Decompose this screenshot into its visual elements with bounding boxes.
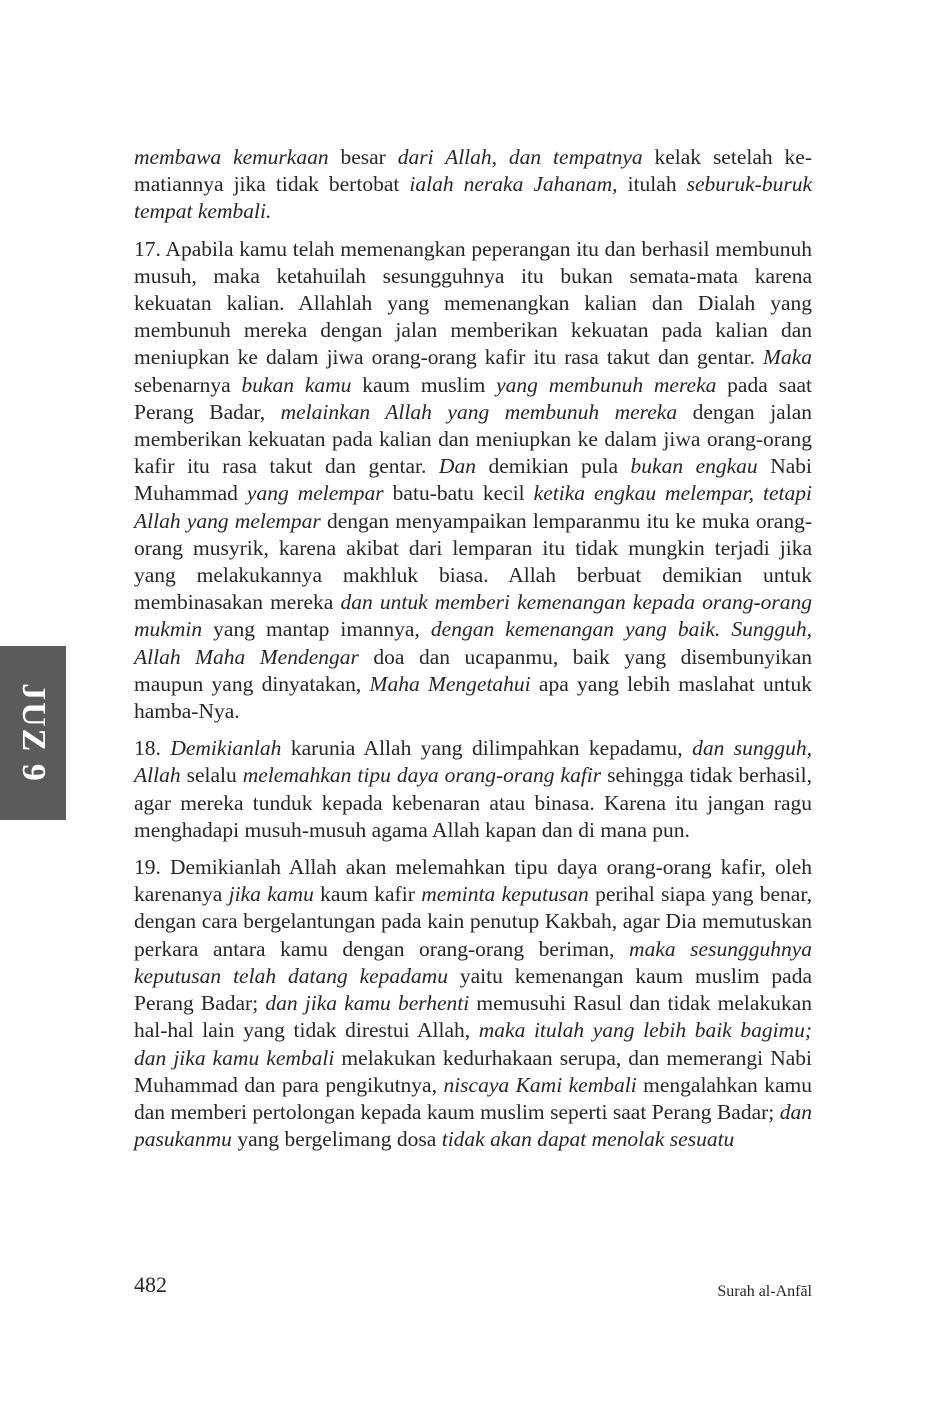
text-run: selalu bbox=[180, 763, 243, 788]
paragraph-verse-17 bbox=[134, 236, 812, 726]
text-run: pada saat Perang Badar, bbox=[134, 372, 812, 424]
juz-label: JUZ 9 bbox=[15, 683, 52, 783]
italic-text-run: melemahkan tipu daya orang-orang kafir bbox=[242, 763, 602, 788]
italic-text-run: Maha Mengetahui bbox=[369, 671, 531, 696]
text-run: 18. bbox=[134, 736, 171, 761]
italic-text-run: seburuk-buruk tempat kembali. bbox=[134, 172, 812, 224]
italic-text-run: Demikianlah bbox=[170, 736, 282, 761]
text-run: sebenarnya bbox=[134, 372, 242, 397]
text-run: besar bbox=[328, 145, 398, 169]
italic-text-run: yang membunuh mereka bbox=[496, 372, 717, 397]
text-run: yang mantap imannya, bbox=[202, 617, 431, 642]
text-run: demikian pula bbox=[475, 454, 631, 479]
text-run: itulah bbox=[617, 172, 687, 197]
text-run: dengan menyampaikan lemparanmu itu ke muka orang-orang musyrik, karena akibat dari lemparan itu tidak mungkin terjadi jika yang melakukannya makhluk biasa. Allah berbuat demikian untuk membinasakan mereka bbox=[134, 508, 812, 615]
text-run: yang bergelimang dosa bbox=[231, 1127, 442, 1152]
text-run: apa yang lebih maslahat untuk hamba-Nya. bbox=[134, 671, 812, 724]
italic-text-run: bukan engkau bbox=[630, 454, 758, 479]
italic-text-run: dan untuk memberi kemenangan kepada orang-orang mukmin bbox=[134, 590, 812, 642]
text-run: dengan jalan memberikan kekuatan pada kalian dan meniupkan ke dalam jiwa orang-orang kafir itu rasa takut dan gentar. bbox=[134, 399, 812, 479]
italic-text-run: Maka bbox=[763, 345, 812, 370]
italic-text-run: dengan kemenangan yang baik. Sungguh, Allah Maha Mendengar bbox=[134, 617, 812, 669]
text-run: sehingga tidak berhasil, agar mereka tunduk kepada kebenaran atau binasa. Karena itu jangan ragu menghadapi musuh-musuh agama Allah kapan dan di mana pun. bbox=[134, 763, 812, 842]
italic-text-run: bukan kamu bbox=[241, 372, 352, 397]
italic-text-run: maka itulah yang lebih baik bagimu; dan jika kamu kembali bbox=[134, 1018, 812, 1070]
italic-text-run: melainkan Allah yang membunuh mereka bbox=[280, 399, 678, 424]
juz-side-tab bbox=[0, 646, 66, 820]
text-run: memusuhi Rasul dan tidak melakukan hal-hal lain yang tidak direstui Allah, bbox=[134, 991, 812, 1043]
text-run: melakukan kedurhakaan serupa, dan memerangi Nabi Muhammad dan para pengikutnya, bbox=[134, 1045, 813, 1097]
text-run: yaitu kemenangan kaum muslim pada Perang Badar; bbox=[134, 963, 812, 1016]
paragraph-verse-19 bbox=[134, 854, 812, 1153]
italic-text-run: dan pasukanmu bbox=[134, 1099, 812, 1152]
text-run: kaum muslim bbox=[351, 372, 497, 397]
italic-text-run: jika kamu bbox=[228, 882, 314, 907]
italic-text-run: dan sungguh, Allah bbox=[134, 736, 813, 788]
italic-text-run: membawa kemurkaan bbox=[134, 145, 329, 169]
text-run: kaum kafir bbox=[313, 882, 422, 907]
italic-text-run: ketika engkau melempar, tetapi Allah yang melempar bbox=[134, 481, 812, 533]
italic-text-run: tidak akan dapat menolak sesuatu bbox=[441, 1127, 735, 1152]
page-body-text bbox=[134, 144, 812, 1163]
text-run: mengalahkan kamu dan memberi pertolongan kepada kaum muslim seperti saat Perang Badar; bbox=[134, 1072, 812, 1124]
paragraph-continuation bbox=[134, 144, 812, 226]
italic-text-run: ialah neraka Jahanam, bbox=[409, 172, 618, 197]
italic-text-run: dari Allah, dan tempatnya bbox=[397, 145, 643, 169]
text-run: doa dan ucapanmu, baik yang disembunyikan maupun yang dinyatakan, bbox=[134, 644, 812, 696]
italic-text-run: Dan bbox=[438, 454, 476, 479]
text-run: 17. Apabila kamu telah memenangkan peperangan itu dan berhasil membunuh musuh, maka ketahuilah sesungguhnya itu bukan semata-mata karena kekuatan kalian. Allahlah yang memenangkan kalian dan Dialah yang membunuh mereka dengan jalan memberikan kekuatan pada kalian dan meniupkan ke dalam jiwa orang-orang kafir itu rasa takut dan gentar. bbox=[134, 236, 812, 370]
italic-text-run: dan jika kamu berhenti bbox=[265, 991, 470, 1016]
text-run: karunia Allah yang dilimpahkan kepadamu, bbox=[281, 736, 693, 761]
text-run: batu-batu kecil bbox=[383, 481, 534, 506]
italic-text-run: meminta keputusan bbox=[421, 882, 589, 907]
italic-text-run: niscaya Kami kembali bbox=[443, 1072, 637, 1097]
page-number: 482 bbox=[134, 1272, 167, 1297]
italic-text-run: yang melempar bbox=[246, 481, 384, 506]
paragraph-verse-18 bbox=[134, 735, 812, 844]
text-run: 19. Demikianlah Allah akan melemahkan tipu daya orang-orang kafir, oleh karenanya bbox=[134, 855, 812, 907]
italic-text-run: maka sesungguhnya keputusan telah datang kepadamu bbox=[134, 936, 812, 988]
text-run: kelak setelah kematiannya jika tidak bertobat bbox=[134, 145, 812, 197]
running-footer-surah: Surah al-Anfāl bbox=[717, 1283, 812, 1300]
text-run: perihal siapa yang benar, dengan cara bergelantungan pada kain penutup Kakbah, agar Dia memutuskan perkara antara kamu dengan orang-orang beriman, bbox=[134, 882, 813, 961]
text-run: Nabi Muhammad bbox=[134, 454, 812, 506]
